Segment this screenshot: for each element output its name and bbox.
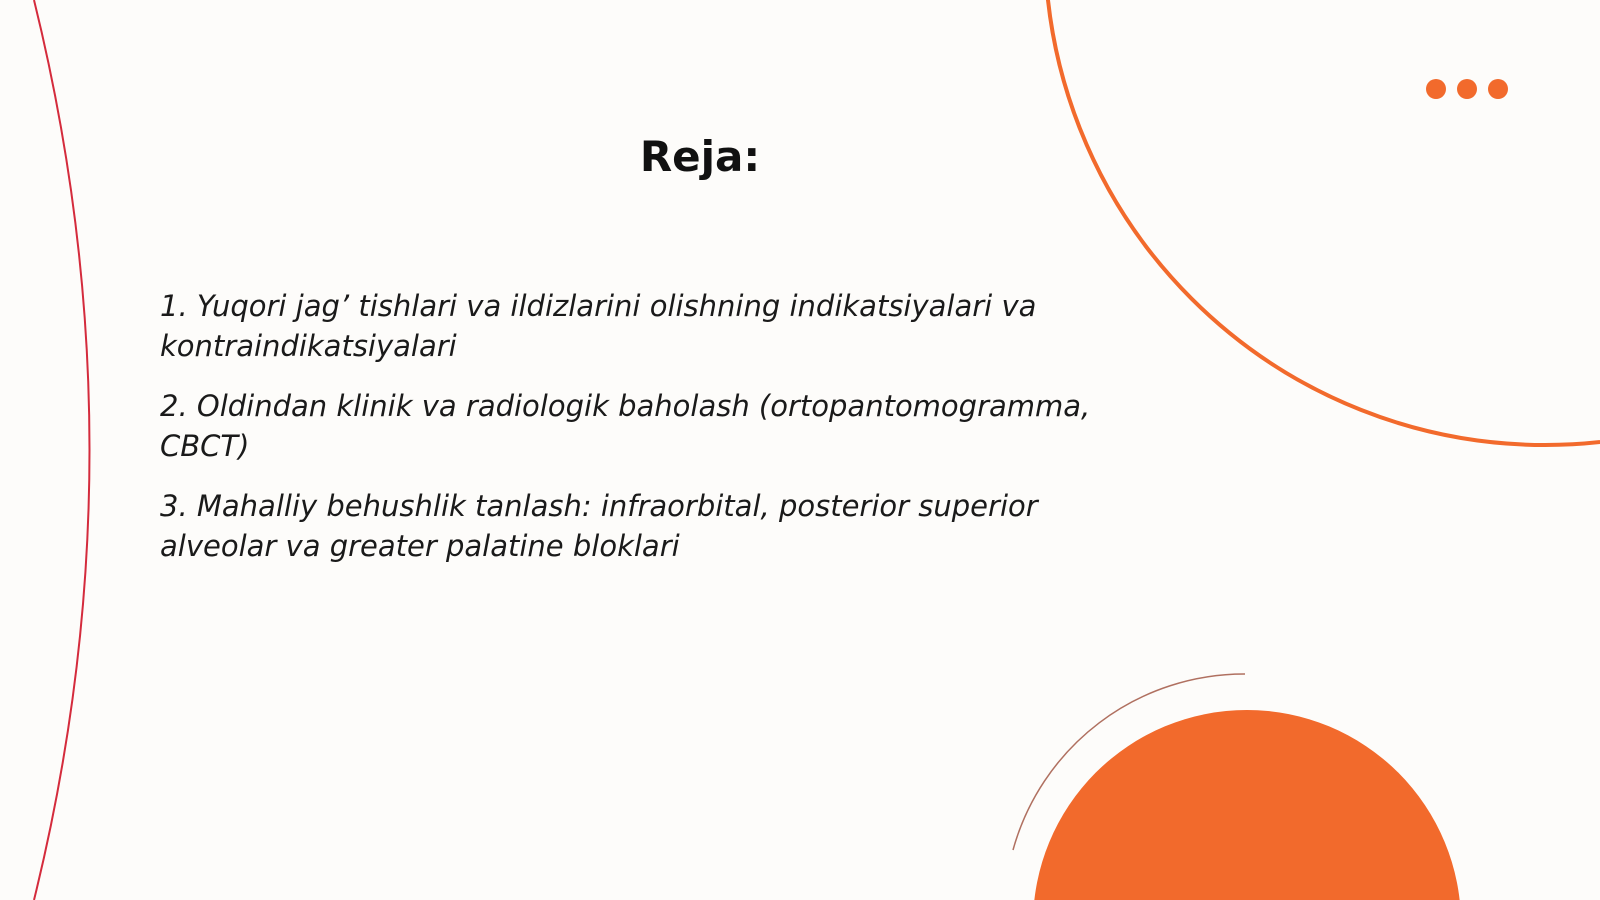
dot: [1488, 79, 1508, 99]
list-item: 1. Yuqori jag’ tishlari va ildizlarini olishning indikatsiyalari va kontraindikatsiyalari: [160, 289, 1037, 363]
slide-title: Reja:: [639, 132, 761, 181]
list-item: 2. Oldindan klinik va radiologik baholash (ortopantomogramma, CBCT): [160, 389, 1091, 463]
more-dots-icon: [1426, 79, 1508, 99]
plan-list: [160, 286, 1150, 586]
dot: [1457, 79, 1477, 99]
bottom-orange-circle: [1033, 710, 1461, 900]
list-item: 3. Mahalliy behushlik tanlash: infraorbital, posterior superior alveolar va greater palatine bloklari: [160, 489, 1038, 563]
dot: [1426, 79, 1446, 99]
thin-arc: [1013, 674, 1245, 850]
